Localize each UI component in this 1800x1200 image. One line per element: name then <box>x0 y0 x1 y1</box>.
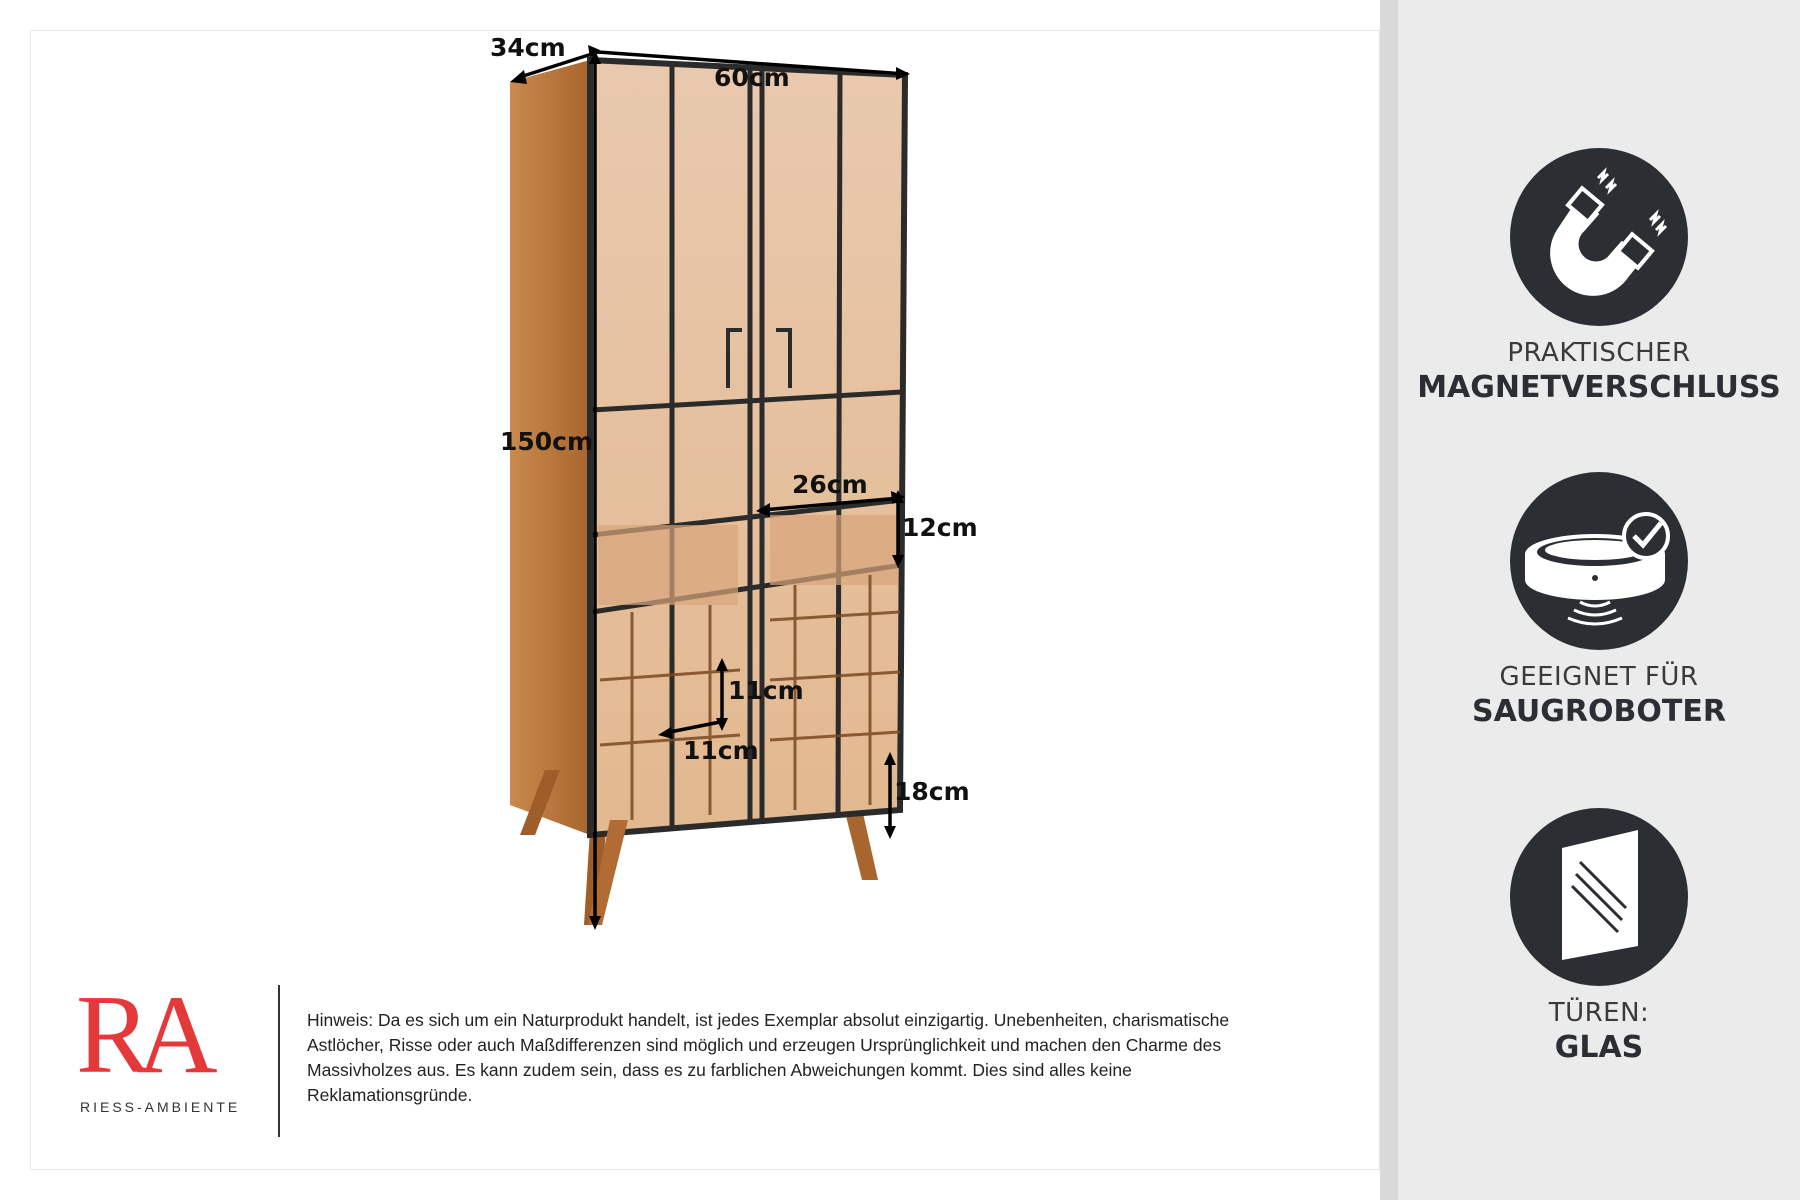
feature-robot-vacuum-line1: GEEIGNET FÜR <box>1499 662 1699 692</box>
robot-vacuum-icon <box>1510 472 1688 650</box>
feature-sidebar <box>1398 0 1800 1200</box>
rack-height-label: 11cm <box>728 676 804 705</box>
drawer-width-label: 26cm <box>792 470 868 499</box>
sidebar-edge <box>1380 0 1398 1200</box>
feature-glass-door-line1: TÜREN: <box>1548 998 1650 1028</box>
width-label: 60cm <box>714 63 790 92</box>
feature-magnet <box>1398 148 1800 405</box>
rack-width-label: 11cm <box>683 736 759 765</box>
feature-robot-vacuum <box>1398 472 1800 729</box>
feature-glass-door <box>1398 808 1800 1065</box>
brand-logo <box>76 973 255 1115</box>
product-note: Hinweis: Da es sich um ein Naturprodukt handelt, ist jedes Exemplar absolut einzigartig. Unebenheiten, charismatische Astlöcher, Risse oder auch Maßdifferenzen sind möglich und erzeugen Ursprünglichkeit und machen den Charme des Massivholzes aus. Es kann zudem sein, dass es zu farblichen Abweichungen kommt. Dies sind alles keine Reklamationsgründe. <box>307 1010 1230 1105</box>
feature-glass-door-line2: GLAS <box>1554 1030 1644 1065</box>
magnet-icon <box>1510 148 1688 326</box>
height-label: 150cm <box>500 427 594 456</box>
feature-robot-vacuum-line2: SAUGROBOTER <box>1472 694 1726 729</box>
depth-label: 34cm <box>490 33 566 62</box>
leg-height-label: 18cm <box>894 777 970 806</box>
feature-magnet-line1: PRAKTISCHER <box>1507 338 1691 368</box>
feature-magnet-line2: MAGNETVERSCHLUSS <box>1417 370 1781 405</box>
brand-logo-name: RIESS-AMBIENTE <box>80 1099 241 1115</box>
drawer-height-label: 12cm <box>902 513 978 542</box>
glass-door-icon <box>1510 808 1688 986</box>
logo-divider <box>278 985 280 1137</box>
brand-logo-mark: RA <box>76 973 204 1097</box>
